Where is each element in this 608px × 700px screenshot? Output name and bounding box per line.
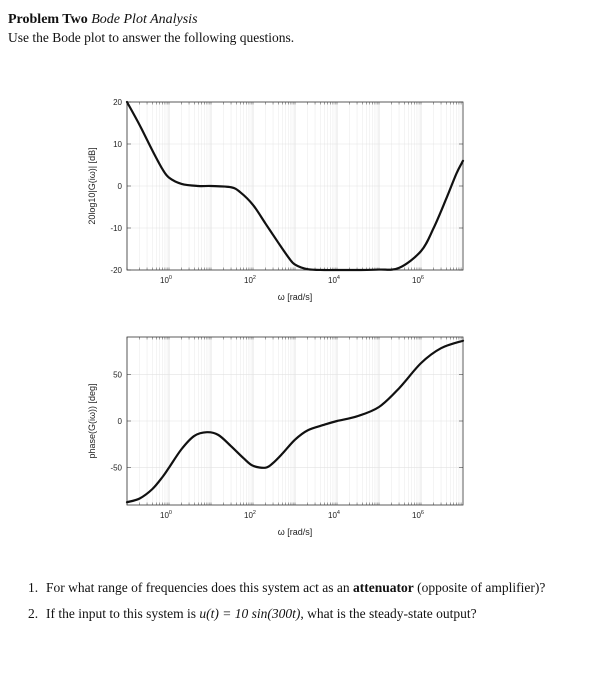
y-axis-label: 20log10|G(iω)| [dB]: [87, 147, 97, 225]
x-tick-exponent: 2: [252, 275, 256, 281]
question-text: For what range of frequencies does this system act as an attenuator (opposite of amplifier)?: [46, 580, 546, 595]
x-tick-exponent: 0: [168, 275, 172, 281]
x-tick-exponent: 4: [336, 510, 340, 516]
x-tick-exponent: 6: [420, 510, 424, 516]
x-tick-label: [160, 510, 172, 520]
magnitude-plot: [87, 98, 463, 302]
x-tick-label: [328, 275, 340, 285]
x-tick-exponent: 4: [336, 275, 340, 281]
x-tick-base: 10: [328, 511, 337, 520]
x-tick-label: [160, 275, 172, 285]
x-tick-label: [412, 275, 424, 285]
x-tick-label: [244, 275, 256, 285]
y-tick-label: -10: [110, 224, 122, 233]
x-tick-base: 10: [412, 511, 421, 520]
y-tick-label: 0: [117, 182, 122, 191]
bold-term: attenuator: [353, 580, 414, 595]
y-tick-label: 50: [113, 370, 122, 380]
x-axis-label: ω [rad/s]: [277, 292, 313, 302]
question-text: If the input to this system is u(t) = 10 sin(300t), what is the steady-state output?: [46, 606, 477, 621]
problem-label: Problem Two: [8, 12, 88, 27]
x-tick-base: 10: [412, 276, 421, 285]
problem-topic: Bode Plot Analysis: [91, 12, 198, 27]
y-tick-label: -20: [110, 266, 122, 275]
question-list: [28, 578, 583, 630]
x-tick-exponent: 2: [252, 510, 256, 516]
question-1: [28, 578, 583, 597]
x-tick-base: 10: [244, 511, 253, 520]
x-axis-label: ω [rad/s]: [277, 527, 313, 537]
question-2: [28, 604, 583, 623]
x-tick-base: 10: [328, 276, 337, 285]
y-tick-label: 20: [113, 98, 122, 107]
instructions: Use the Bode plot to answer the following questions.: [8, 30, 295, 45]
y-axis-label: phase(G(iω)) [deg]: [87, 383, 97, 459]
x-tick-base: 10: [160, 276, 169, 285]
x-tick-exponent: 6: [420, 275, 424, 281]
x-tick-label: [412, 510, 424, 520]
x-tick-base: 10: [244, 276, 253, 285]
x-tick-base: 10: [160, 511, 169, 520]
x-tick-label: [328, 510, 340, 520]
question-number: 1.: [28, 580, 39, 595]
x-tick-label: [244, 510, 256, 520]
y-tick-label: 10: [113, 140, 122, 149]
y-tick-label: 0: [117, 417, 122, 426]
y-tick-label: -50: [110, 463, 122, 473]
math-expression: u(t) = 10 sin(300t): [199, 606, 301, 621]
question-number: 2.: [28, 606, 39, 621]
x-tick-exponent: 0: [168, 510, 172, 516]
phase-plot: [87, 337, 463, 537]
